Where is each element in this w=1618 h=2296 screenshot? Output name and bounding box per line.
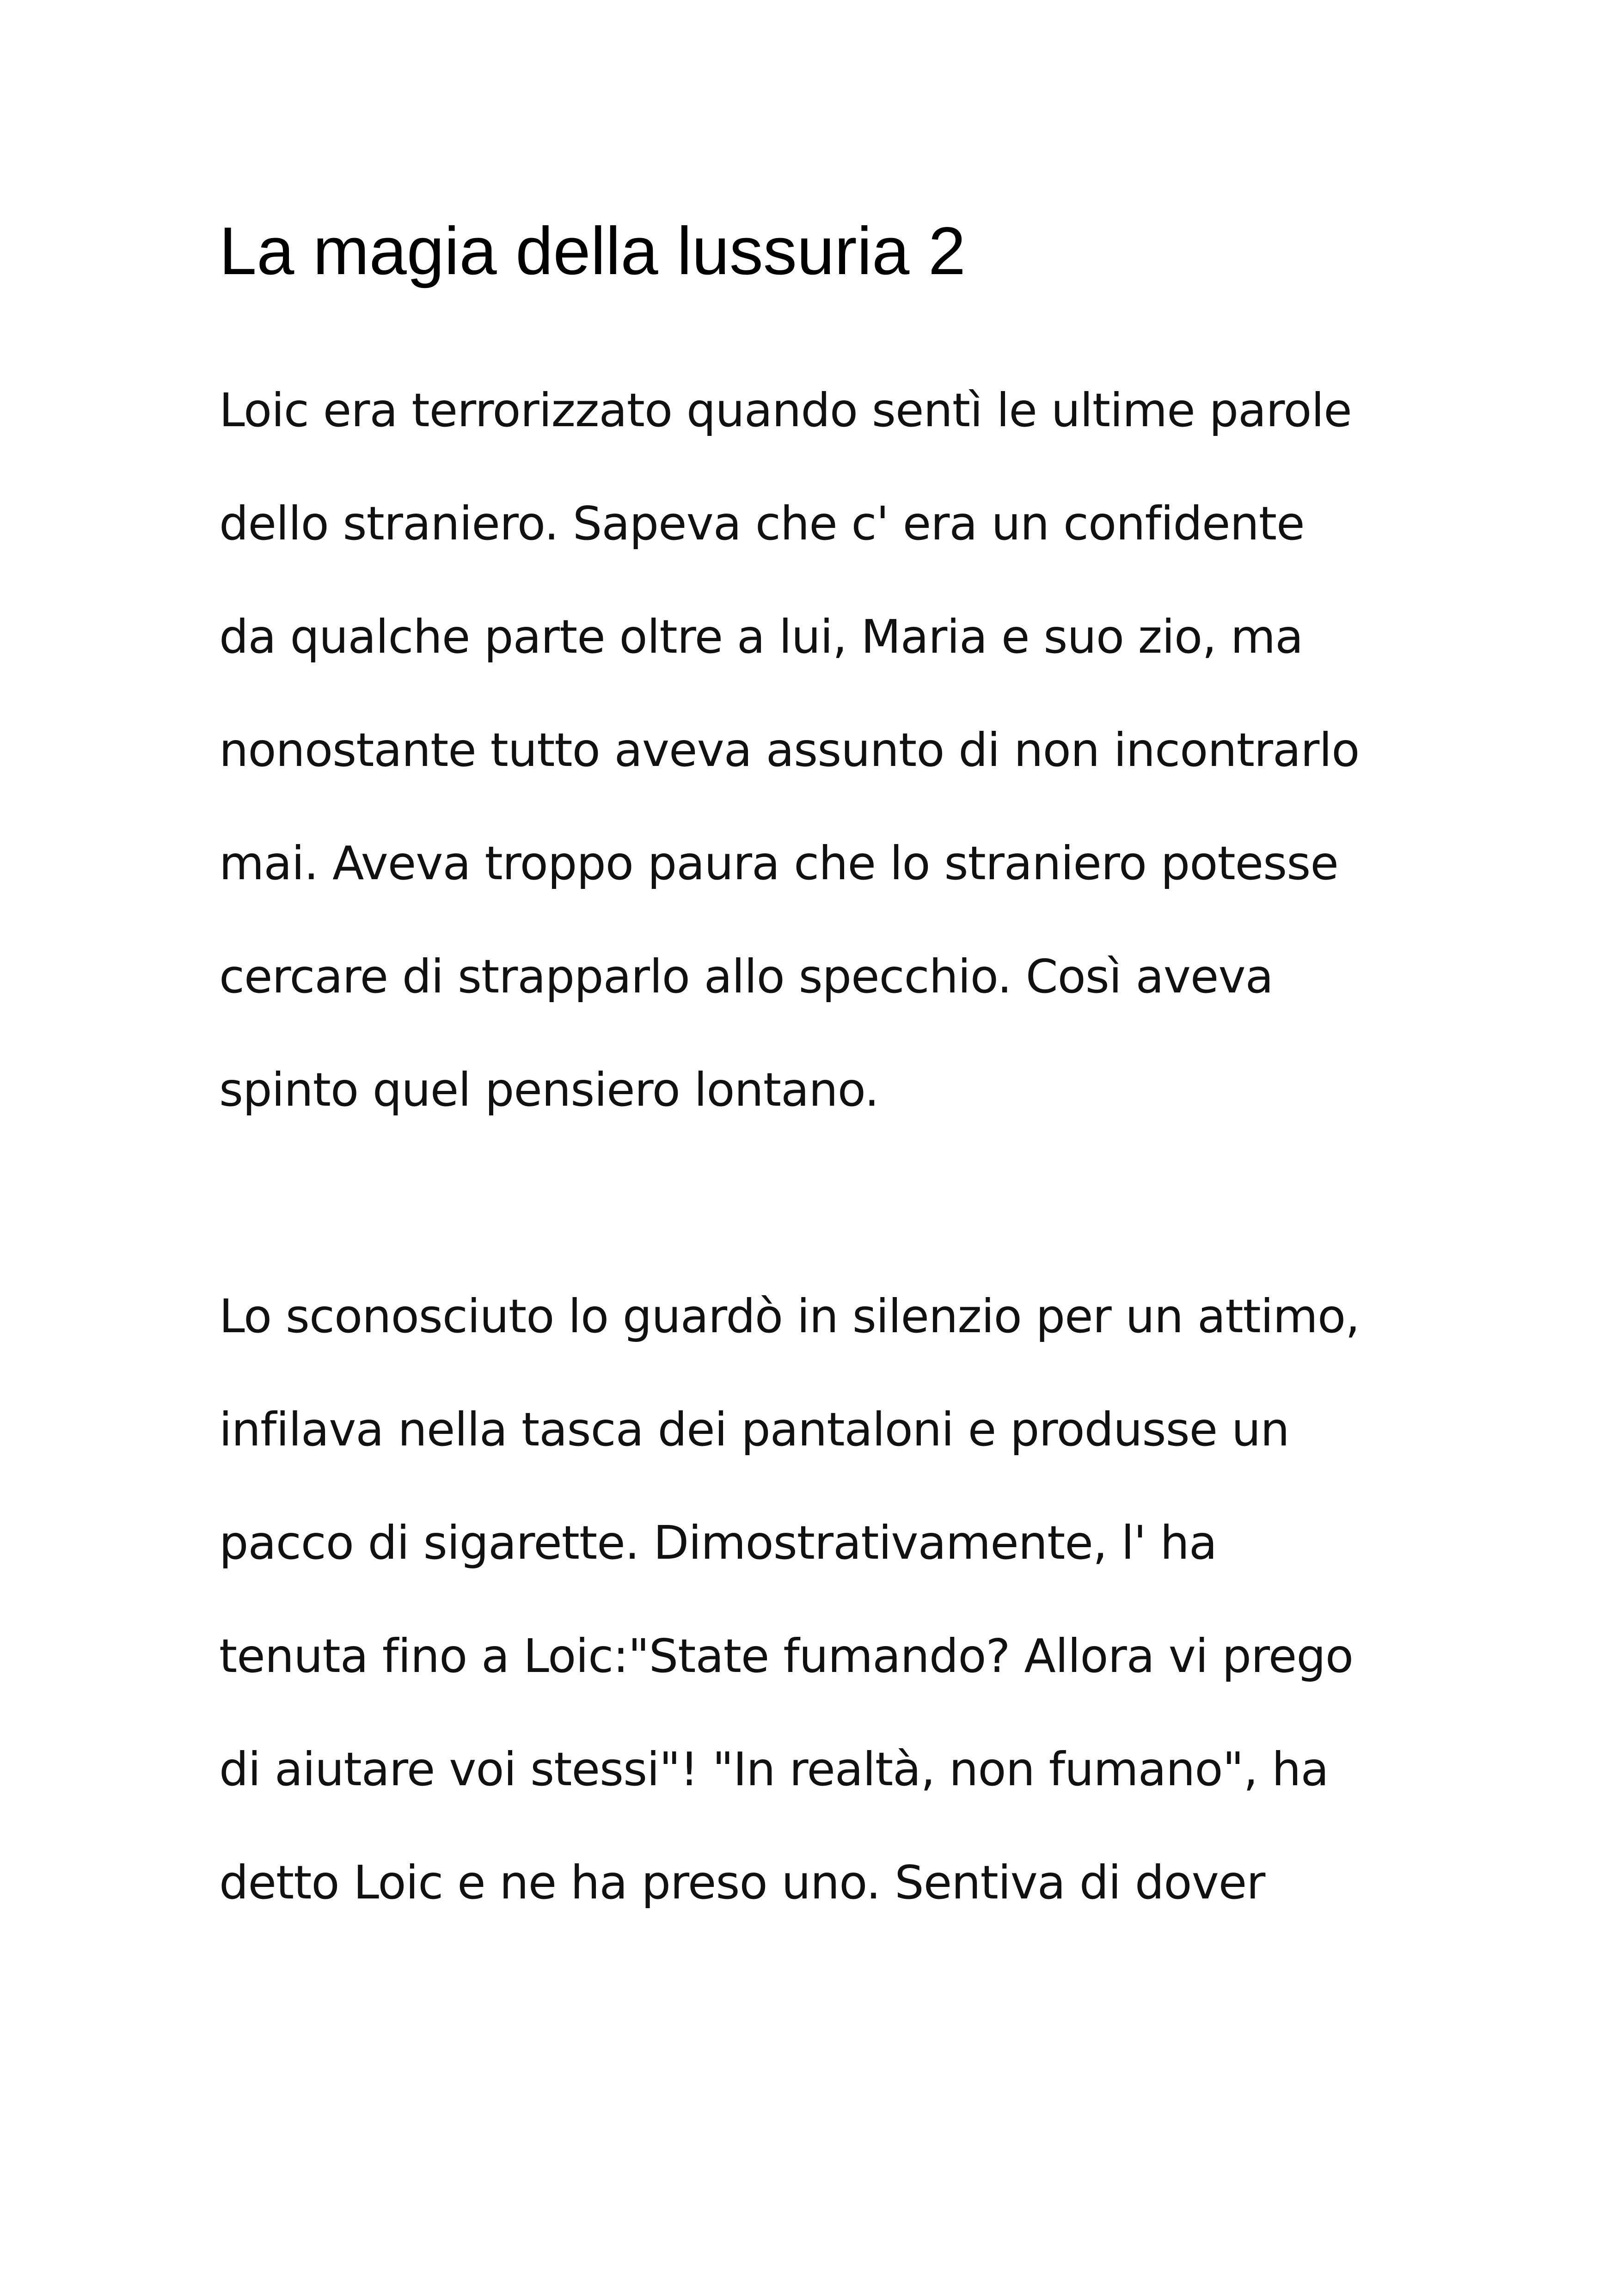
paragraph-1-line-7: spinto quel pensiero lontano. [219, 1063, 879, 1117]
paragraph-2-line-1: Lo sconosciuto lo guardò in silenzio per un attimo, [219, 1289, 1360, 1343]
paragraph-1-line-1: Loic era terrorizzato quando sentì le ultime parole [219, 383, 1352, 437]
paragraph-1-line-4: nonostante tutto aveva assunto di non incontrarlo [219, 723, 1360, 777]
document-title: La magia della lussuria 2 [219, 213, 966, 288]
paragraph-2-line-5: di aiutare voi stessi"! "In realtà, non fumano", ha [219, 1742, 1329, 1796]
paragraph-1-line-3: da qualche parte oltre a lui, Maria e suo zio, ma [219, 610, 1303, 664]
paragraph-2-line-3: pacco di sigarette. Dimostrativamente, l' ha [219, 1516, 1217, 1570]
paragraph-2-line-4: tenuta fino a Loic:"State fumando? Allora vi prego [219, 1629, 1354, 1683]
paragraph-1-line-5: mai. Aveva troppo paura che lo straniero potesse [219, 836, 1338, 890]
paragraph-1-line-2: dello straniero. Sapeva che c' era un confidente [219, 496, 1305, 551]
paragraph-1-line-6: cercare di strapparlo allo specchio. Così aveva [219, 949, 1273, 1004]
paragraph-2-line-6: detto Loic e ne ha preso uno. Sentiva di dover [219, 1855, 1265, 1910]
paragraph-2-line-2: infilava nella tasca dei pantaloni e produsse un [219, 1402, 1289, 1457]
